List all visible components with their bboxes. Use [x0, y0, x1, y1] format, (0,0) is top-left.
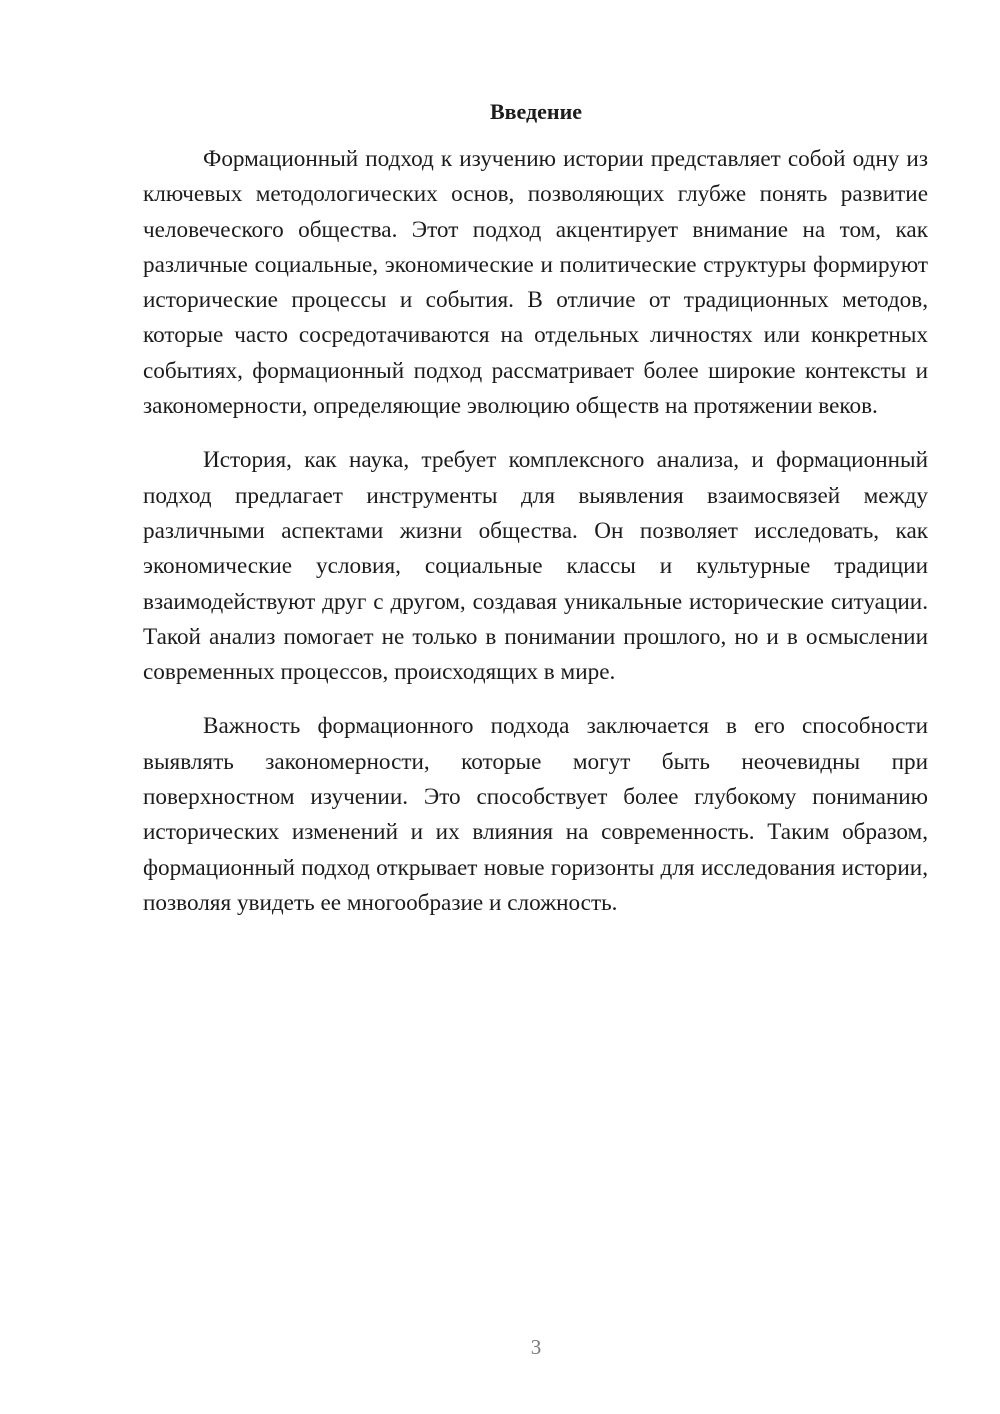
page-number: 3 — [530, 1335, 542, 1359]
paragraph-2: История, как наука, требует комплексного анализа, и формационный подход предлагает инструменты для выявления взаимосвязей между различными аспектами жизни общества. Он позволяет исследовать, как экономические условия, социальные классы и культурные традиции взаимодействуют друг с другом, создавая уникальные исторические ситуации. Такой анализ помогает не только в понимании прошлого, но и в осмыслении современных процессов, происходящих в мире. — [143, 447, 928, 686]
body-text — [143, 142, 928, 940]
paragraph-1: Формационный подход к изучению истории представляет собой одну из ключевых методологических основ, позволяющих глубже понять развитие человеческого общества. Этот подход акцентирует внимание на том, как различные социальные, экономические и политические структуры формируют исторические процессы и события. В отличие от традиционных методов, которые часто сосредотачиваются на отдельных личностях или конкретных событиях, формационный подход рассматривает более широкие контексты и закономерности, определяющие эволюцию обществ на протяжении веков. — [143, 146, 928, 420]
paragraph-3: Важность формационного подхода заключается в его способности выявлять закономерности, которые могут быть неочевидны при поверхностном изучении. Это способствует более глубокому пониманию исторических изменений и их влияния на современность. Таким образом, формационный подход открывает новые горизонты для исследования истории, позволяя увидеть ее многообразие и сложность. — [143, 713, 928, 916]
section-title: Введение — [489, 99, 583, 124]
